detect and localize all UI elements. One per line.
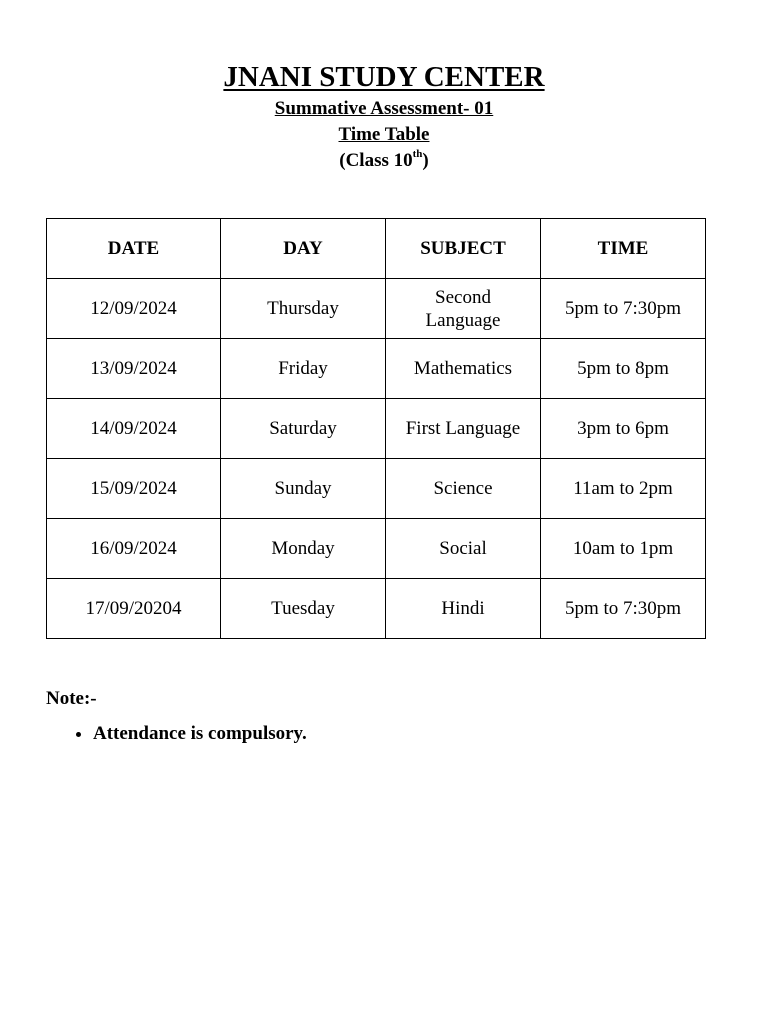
timetable: [46, 218, 706, 639]
table-row: [47, 279, 706, 339]
header-date: DATE: [47, 219, 221, 279]
note-item: • Attendance is compulsory.: [93, 722, 307, 746]
exam-title: Summative Assessment- 01: [274, 98, 494, 119]
table-row: [47, 399, 706, 459]
cell-date: 12/09/2024: [47, 279, 221, 339]
cell-time: 5pm to 8pm: [541, 339, 706, 399]
cell-time: 5pm to 7:30pm: [541, 579, 706, 639]
cell-subject: Hindi: [386, 579, 541, 639]
cell-day: Saturday: [221, 399, 386, 459]
table-row: [47, 459, 706, 519]
cell-day: Monday: [221, 519, 386, 579]
header-time: TIME: [541, 219, 706, 279]
cell-time: 10am to 1pm: [541, 519, 706, 579]
center-title: JNANI STUDY CENTER: [223, 61, 545, 93]
header-subject: SUBJECT: [386, 219, 541, 279]
doc-title: Time Table: [338, 124, 430, 145]
table-row: [47, 339, 706, 399]
cell-date: 13/09/2024: [47, 339, 221, 399]
class-close: ): [422, 150, 429, 171]
document-header: [0, 58, 768, 174]
cell-subject: Science: [386, 459, 541, 519]
cell-time: 3pm to 6pm: [541, 399, 706, 459]
class-label: [0, 148, 768, 174]
cell-date: 17/09/20204: [47, 579, 221, 639]
cell-subject: Mathematics: [386, 339, 541, 399]
cell-subject: Second Language: [386, 279, 541, 339]
cell-date: 14/09/2024: [47, 399, 221, 459]
cell-day: Sunday: [221, 459, 386, 519]
table-row: [47, 519, 706, 579]
cell-date: 16/09/2024: [47, 519, 221, 579]
cell-day: Friday: [221, 339, 386, 399]
header-day: DAY: [221, 219, 386, 279]
cell-time: 11am to 2pm: [541, 459, 706, 519]
cell-subject: Social: [386, 519, 541, 579]
note-label: Note:-: [46, 688, 97, 709]
note-list: [46, 722, 307, 746]
cell-day: Thursday: [221, 279, 386, 339]
table-header-row: [47, 219, 706, 279]
cell-subject: First Language: [386, 399, 541, 459]
cell-date: 15/09/2024: [47, 459, 221, 519]
class-suffix: th: [412, 147, 423, 160]
cell-time: 5pm to 7:30pm: [541, 279, 706, 339]
class-prefix: (Class 10: [339, 150, 413, 171]
cell-day: Tuesday: [221, 579, 386, 639]
table-row: [47, 579, 706, 639]
